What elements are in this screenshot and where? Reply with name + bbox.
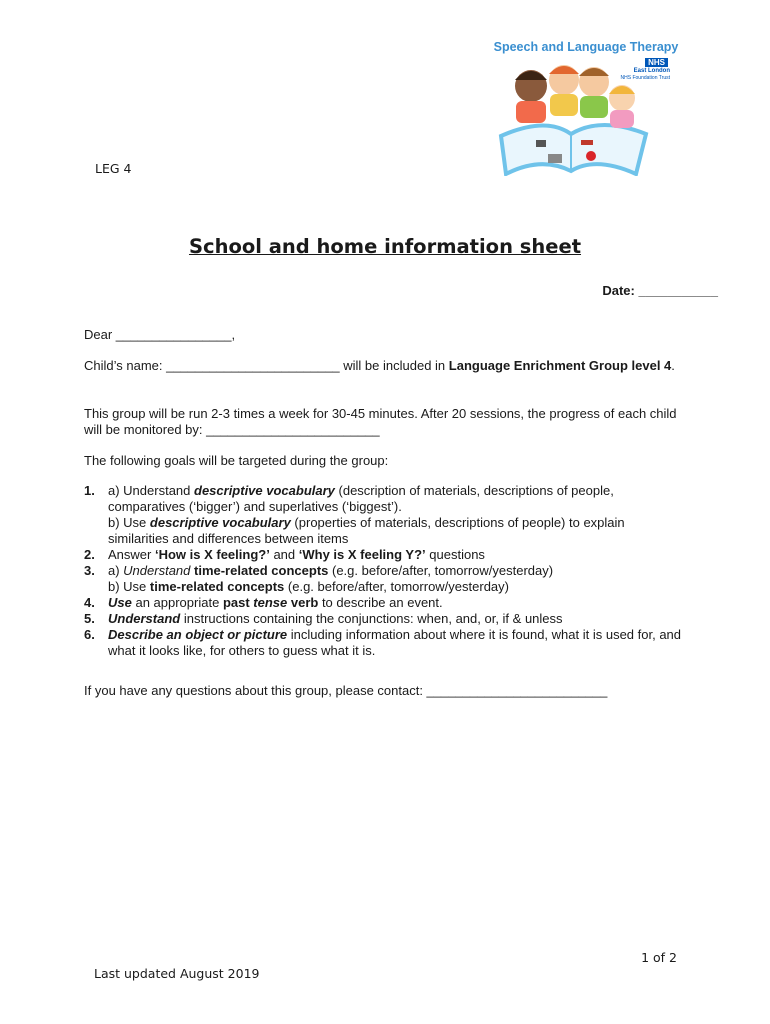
goal-item [84, 483, 684, 547]
goal-item [84, 627, 684, 659]
page-title: School and home information sheet [188, 235, 582, 258]
date-field: Date: ___________ [602, 283, 718, 298]
child-name-line [84, 358, 684, 374]
document-code: LEG 4 [95, 161, 132, 176]
goal-line: b) Use descriptive vocabulary (properties of materials, descriptions of people) to explain similarities and differences between items [108, 515, 625, 546]
page-number: 1 of 2 [641, 950, 677, 965]
children-illustration-icon [486, 56, 656, 176]
goal-item [84, 611, 684, 627]
goal-line: b) Use time-related concepts (e.g. before/after, tomorrow/yesterday) [108, 579, 509, 594]
goal-line: Use an appropriate past tense verb to describe an event. [108, 595, 443, 610]
goal-number: 5. [84, 611, 95, 626]
contact-line: If you have any questions about this group, please contact: _________________________ [84, 683, 608, 698]
logo [486, 40, 686, 175]
goal-number: 4. [84, 595, 95, 610]
logo-title: Speech and Language Therapy [493, 40, 679, 54]
goal-number: 3. [84, 563, 95, 578]
dear-line: Dear ________________, [84, 327, 236, 342]
nhs-badge: NHS [645, 58, 668, 67]
trust-label: NHS Foundation Trust [620, 75, 670, 81]
goal-number: 2. [84, 547, 95, 562]
goal-item [84, 595, 684, 611]
child-line-suffix: . [671, 358, 675, 373]
goal-item [84, 547, 684, 563]
east-london-label: East London [633, 68, 670, 74]
goal-line: Answer ‘How is X feeling?’ and ‘Why is X feeling Y?’ questions [108, 547, 485, 562]
goals-list [84, 483, 684, 659]
goal-line: a) Understand time-related concepts (e.g. before/after, tomorrow/yesterday) [108, 563, 554, 578]
frequency-text: This group will be run 2-3 times a week for 30-45 minutes. After 20 sessions, the progress of each child will be monitored by: ________________________ [84, 406, 677, 437]
child-line-prefix: Child’s name: ________________________ will be included in [84, 358, 449, 373]
last-updated: Last updated August 2019 [94, 966, 260, 981]
goal-line: Understand instructions containing the conjunctions: when, and, or, if & unless [108, 611, 563, 626]
goals-intro: The following goals will be targeted during the group: [84, 453, 389, 468]
goal-number: 6. [84, 627, 95, 642]
goal-line: a) Understand descriptive vocabulary (description of materials, descriptions of people, comparatives (‘bigger’) and superlatives (‘biggest’). [108, 483, 614, 514]
goal-item [84, 563, 684, 595]
group-name: Language Enrichment Group level 4 [448, 358, 672, 373]
goal-number: 1. [84, 483, 95, 498]
goal-line: Describe an object or picture including information about where it is found, what it is used for, and what it looks like, for others to guess what it is. [108, 627, 682, 658]
